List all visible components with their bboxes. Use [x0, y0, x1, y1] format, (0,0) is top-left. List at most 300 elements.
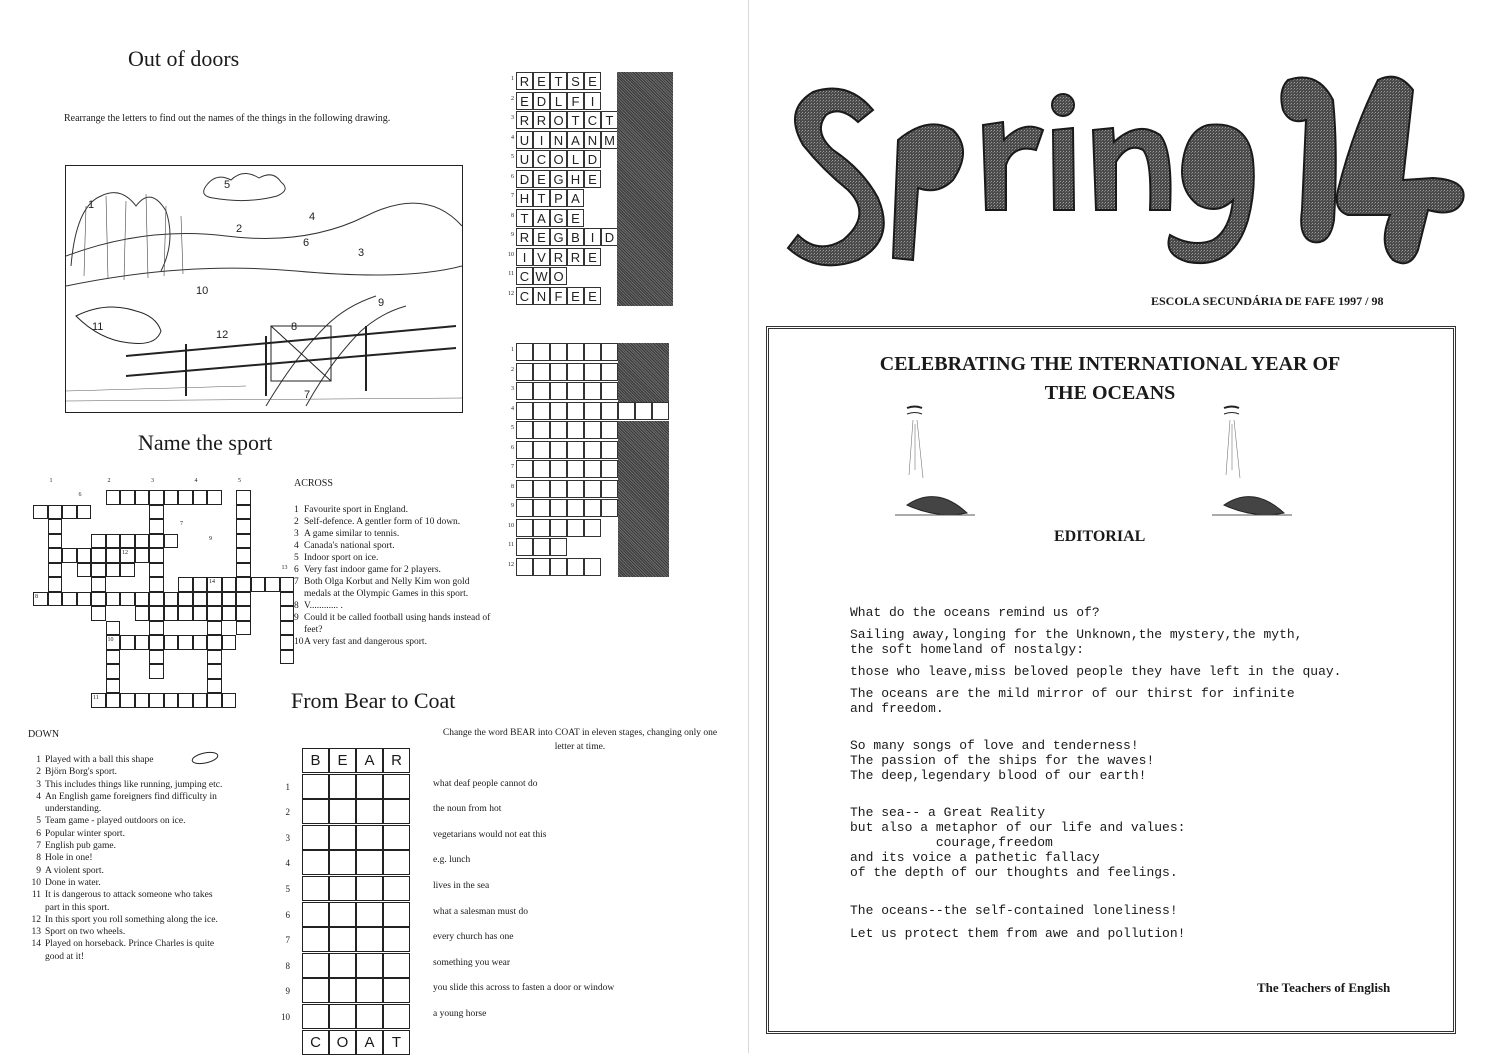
word-grid-cell: G [550, 228, 567, 246]
crossword-cell [222, 635, 237, 650]
crossword-cell [280, 577, 295, 592]
crossword-cell [236, 606, 251, 621]
clue-item [28, 840, 228, 852]
word-grid-shaded-area [617, 72, 673, 306]
crossword-cell [48, 592, 63, 607]
crossword-cell [149, 519, 164, 534]
clue-text: Very fast indoor game for 2 players. [304, 565, 441, 575]
answer-grid-cell [533, 441, 550, 459]
ladder-cell [383, 902, 410, 927]
ladder-cell [302, 1004, 329, 1029]
crossword-cell [106, 534, 121, 549]
answer-grid-cell [533, 382, 550, 400]
clue-item [28, 815, 228, 827]
crossword-cell [207, 664, 222, 679]
clue-text: English pub game. [45, 841, 116, 852]
crossword-cell [135, 606, 150, 621]
crossword-number: 10 [107, 637, 114, 643]
word-grid-number: 9 [511, 232, 514, 238]
crossword-cell [236, 534, 251, 549]
word-grid-cell: U [516, 131, 533, 149]
editorial-line: and its voice a pathetic fallacy [850, 850, 1100, 865]
answer-grid-number: 11 [508, 542, 514, 548]
drawing-label-3: 3 [358, 247, 365, 259]
editorial-line: those who leave,miss beloved people they have left in the quay. [850, 664, 1342, 679]
word-grid-cell: H [516, 189, 533, 207]
word-grid-cell: E [567, 287, 584, 305]
answer-grid-cell [533, 460, 550, 478]
word-grid-number: 3 [511, 115, 514, 121]
ladder-cell [302, 978, 329, 1003]
answer-grid-cell [516, 382, 533, 400]
clue-number: 14 [31, 939, 41, 950]
word-grid-cell: H [567, 170, 584, 188]
crossword-number: 8 [35, 593, 38, 600]
answer-grid-cell [601, 421, 618, 439]
clue-text: A very fast and dangerous sport. [304, 637, 427, 647]
answer-grid-cell [584, 441, 601, 459]
crossword-cell [164, 534, 179, 549]
clue-number: 13 [31, 927, 41, 938]
crossword-cell [149, 650, 164, 665]
ladder-step-number: 1 [285, 781, 290, 792]
ladder-step-number: 4 [285, 858, 290, 869]
clue-item [28, 889, 228, 914]
crossword-cell [149, 534, 164, 549]
clue-item [294, 552, 494, 564]
crossword-cell [120, 635, 135, 650]
answer-grid-cell [584, 519, 601, 537]
answer-grid-shaded-area [618, 343, 669, 402]
answer-grid-cell [550, 402, 567, 420]
answer-grid-cell [652, 402, 669, 420]
ladder-step-number: 6 [285, 909, 290, 920]
word-grid-number: 1 [511, 76, 514, 82]
word-grid-cell: G [550, 170, 567, 188]
clue-number: 7 [294, 577, 299, 587]
ladder-cell [329, 1004, 356, 1029]
word-grid-cell: R [516, 72, 533, 90]
clue-text: Played on horseback. Prince Charles is quite good at it! [45, 939, 215, 962]
word-grid-cell: R [516, 228, 533, 246]
answer-grid-shaded-area [618, 421, 669, 577]
crossword-cell [178, 490, 193, 505]
crossword-cell [193, 592, 208, 607]
word-grid-cell: C [533, 150, 550, 168]
ladder-cell [329, 825, 356, 850]
ladder-cell [329, 799, 356, 824]
editorial-line: The oceans--the self-contained loneliness! [850, 903, 1178, 918]
word-grid-cell: R [533, 111, 550, 129]
crossword-cell [222, 693, 237, 708]
answer-grid-cell [601, 499, 618, 517]
rugby-ball-icon [190, 751, 220, 770]
crossword-cell [149, 693, 164, 708]
ladder-cell [356, 1004, 383, 1029]
ladder-cell [302, 953, 329, 978]
ladder-cell [302, 774, 329, 799]
clue-item [294, 504, 494, 516]
crossword-cell [193, 606, 208, 621]
clue-text: Indoor sport on ice. [304, 553, 379, 563]
answer-grid-cell [601, 382, 618, 400]
ladder-cell: T [383, 1030, 410, 1055]
ladder-clue: what deaf people cannot do [433, 778, 538, 789]
clue-text: Canada's national sport. [304, 541, 395, 551]
name-the-sport-title: Name the sport [138, 430, 273, 455]
crossword-cell [207, 693, 222, 708]
editorial-line: The deep,legendary blood of our earth! [850, 768, 1147, 783]
ladder-cell [356, 799, 383, 824]
answer-grid-number: 8 [511, 483, 514, 490]
editorial-line: The oceans are the mild mirror of our thirst for infinite [850, 686, 1295, 701]
crossword-cell [48, 534, 63, 549]
signature: The Teachers of English [1257, 980, 1391, 995]
ladder-cell [383, 774, 410, 799]
ladder-cell [356, 774, 383, 799]
crossword-cell [91, 606, 106, 621]
word-grid-cell: O [550, 150, 567, 168]
crossword-cell [120, 534, 135, 549]
drawing-label-11: 11 [92, 321, 104, 333]
answer-grid-cell [533, 363, 550, 381]
answer-grid-cell [550, 538, 567, 556]
crossword-number: 4 [194, 477, 198, 484]
word-grid-cell: P [550, 189, 567, 207]
word-grid-number: 11 [508, 271, 514, 277]
answer-grid-cell [533, 538, 550, 556]
answer-grid-cell [516, 519, 533, 537]
clue-number: 6 [294, 565, 299, 575]
ladder-cell [356, 953, 383, 978]
crossword-cell [207, 606, 222, 621]
crossword-cell [178, 592, 193, 607]
crossword-number: 7 [180, 521, 183, 527]
clue-number: 8 [36, 853, 41, 864]
word-grid-cell: N [533, 287, 550, 305]
crossword-number: 9 [209, 535, 212, 542]
crossword-cell [135, 592, 150, 607]
crossword-cell [178, 577, 193, 592]
word-grid-cell: R [550, 248, 567, 266]
answer-grid-cell [618, 402, 635, 420]
answer-grid-cell [584, 499, 601, 517]
crossword-cell [164, 693, 179, 708]
word-grid-cell: B [567, 228, 584, 246]
crossword-cell [236, 505, 251, 520]
word-grid-cell: A [567, 189, 584, 207]
answer-grid-cell [601, 343, 618, 361]
clue-item [28, 828, 228, 840]
ladder-cell [329, 927, 356, 952]
countryside-drawing [65, 165, 463, 413]
answer-grid-cell [584, 558, 601, 576]
answer-grid-cell [584, 382, 601, 400]
ladder-cell [302, 902, 329, 927]
bear-to-coat-title: From Bear to Coat [291, 688, 456, 713]
crossword-cell [149, 606, 164, 621]
crossword-number: 6 [78, 492, 82, 498]
editorial-line: and freedom. [850, 701, 944, 716]
answer-grid-cell [533, 499, 550, 517]
crossword-cell [251, 577, 266, 592]
ladder-cell: A [356, 748, 383, 773]
crossword-cell [149, 577, 164, 592]
crossword-cell [77, 592, 92, 607]
clue-number: 4 [294, 541, 299, 551]
ladder-step-number: 3 [285, 832, 290, 843]
crossword-cell [48, 505, 63, 520]
word-grid-number: 10 [508, 251, 514, 258]
out-of-doors-instructions: Rearrange the letters to find out the names of the things in the following drawing. [64, 113, 391, 124]
drawing-label-1: 1 [88, 199, 95, 211]
crossword-cell [236, 519, 251, 534]
word-grid-cell: E [584, 287, 601, 305]
answer-grid-cell [550, 343, 567, 361]
crossword-cell [207, 679, 222, 694]
answer-grid-cell [516, 441, 533, 459]
answer-grid-cell [567, 519, 584, 537]
crossword-cell [106, 664, 121, 679]
word-grid-cell: T [567, 111, 584, 129]
drawing-label-5: 5 [224, 179, 231, 191]
word-grid-cell: G [550, 209, 567, 227]
clue-text: A game similar to tennis. [304, 529, 400, 539]
crossword-cell [91, 577, 106, 592]
crossword-cell [193, 577, 208, 592]
drawing-label-6: 6 [303, 237, 310, 249]
crossword-number: 12 [122, 550, 128, 556]
crossword-cell [149, 490, 164, 505]
answer-grid-cell [533, 519, 550, 537]
crossword-cell [106, 693, 121, 708]
editorial-line: The passion of the ships for the waves! [850, 753, 1155, 768]
crossword-number: 1 [49, 477, 53, 484]
word-grid-cell: T [533, 189, 550, 207]
ladder-cell [302, 876, 329, 901]
word-grid-cell: D [601, 228, 618, 246]
answer-grid-cell [567, 343, 584, 361]
crossword-cell [149, 635, 164, 650]
answer-grid-cell [533, 402, 550, 420]
crossword-cell [62, 592, 77, 607]
answer-grid-cell [533, 343, 550, 361]
clue-text: In this sport you roll something along the ice. [45, 914, 218, 925]
ladder-cell [383, 927, 410, 952]
clue-text: It is dangerous to attack someone who takes part in this sport. [45, 890, 213, 913]
clue-item [28, 852, 228, 864]
editorial-line: What do the oceans remind us of? [850, 605, 1100, 620]
crossword-cell [236, 577, 251, 592]
clue-item [294, 600, 494, 612]
crossword-cell [48, 577, 63, 592]
crossword-cell [193, 635, 208, 650]
editorial-line: of the depth of our thoughts and feelings. [850, 865, 1178, 880]
clue-item [294, 528, 494, 540]
word-grid-cell: M [601, 131, 618, 149]
crossword-cell [280, 635, 295, 650]
word-grid-number: 12 [508, 290, 514, 297]
crossword-cell [222, 592, 237, 607]
crossword-cell [106, 548, 121, 563]
crossword-cell [135, 534, 150, 549]
ladder-cell: B [302, 748, 329, 773]
word-grid-cell: D [584, 150, 601, 168]
clue-item [294, 636, 494, 648]
crossword-cell [178, 606, 193, 621]
answer-grid-number: 2 [511, 366, 514, 373]
answer-grid-cell [516, 363, 533, 381]
ladder-cell: R [383, 748, 410, 773]
crossword-cell [120, 693, 135, 708]
crossword-cell [222, 577, 237, 592]
drawing-label-12: 12 [216, 329, 229, 341]
crossword-cell [62, 505, 77, 520]
down-title: DOWN [28, 729, 60, 740]
ladder-step-number: 5 [285, 884, 290, 894]
out-of-doors-title: Out of doors [128, 46, 240, 71]
crossword-cell [106, 621, 121, 636]
word-grid-number: 6 [511, 173, 514, 180]
word-grid-cell: E [584, 170, 601, 188]
ladder-cell [383, 1004, 410, 1029]
answer-grid-number: 4 [511, 405, 514, 412]
answer-grid-number: 5 [511, 425, 514, 431]
word-grid-cell: E [533, 170, 550, 188]
ladder-clue: the noun from hot [433, 804, 502, 815]
word-grid-number: 7 [511, 193, 514, 199]
crossword-cell [236, 548, 251, 563]
word-grid-cell: D [516, 170, 533, 188]
ladder-clue: something you wear [433, 957, 511, 968]
crossword-number: 3 [151, 477, 154, 484]
word-grid-cell: N [550, 131, 567, 149]
clue-item [28, 877, 228, 889]
ladder-cell [329, 876, 356, 901]
answer-grid-cell [516, 421, 533, 439]
answer-grid-cell [601, 460, 618, 478]
crossword-number: 11 [93, 695, 99, 701]
answer-grid-cell [516, 480, 533, 498]
word-grid-cell: I [584, 92, 601, 110]
clue-text: Both Olga Korbut and Nelly Kim won gold medals at the Olympic Games in this sport. [304, 577, 470, 599]
word-grid-cell: F [550, 287, 567, 305]
bear-to-coat-instructions: Change the word BEAR into COAT in eleven stages, changing only one letter at time. [442, 728, 718, 752]
crossword-cell [164, 592, 179, 607]
clue-number: 10 [294, 637, 304, 647]
word-grid-cell: V [533, 248, 550, 266]
answer-grid-cell [567, 402, 584, 420]
crossword-number: 13 [281, 564, 288, 571]
ladder-cell [356, 978, 383, 1003]
crossword-cell [207, 635, 222, 650]
ladder-cell [329, 953, 356, 978]
answer-grid-cell [635, 402, 652, 420]
clue-text: A violent sport. [45, 865, 104, 876]
clue-item [294, 612, 494, 636]
ladder-cell [329, 774, 356, 799]
clue-number: 7 [36, 841, 41, 852]
word-grid-cell: N [584, 131, 601, 149]
clue-text: Favourite sport in England. [304, 505, 408, 515]
crossword-cell [48, 548, 63, 563]
right-lighthouse-icon [1212, 400, 1292, 530]
clue-text: Sport on two wheels. [45, 927, 126, 938]
crossword-cell [77, 548, 92, 563]
clue-text: This includes things like running, jumping etc. [45, 779, 223, 790]
crossword-cell [164, 606, 179, 621]
answer-grid-number: 12 [508, 561, 514, 568]
crossword-cell [207, 621, 222, 636]
word-grid-number: 2 [511, 95, 514, 102]
crossword-number: 14 [209, 579, 215, 585]
crossword-cell [178, 635, 193, 650]
clue-number: 10 [31, 877, 41, 888]
answer-grid-cell [550, 460, 567, 478]
clue-item [28, 926, 228, 938]
clue-number: 2 [294, 517, 299, 527]
word-grid-cell: A [567, 131, 584, 149]
answer-grid-cell [550, 519, 567, 537]
spring-14-logo [778, 70, 1468, 280]
drawing-label-10: 10 [196, 285, 209, 297]
word-grid-cell: R [516, 111, 533, 129]
clue-text: Self-defence. A gentler form of 10 down. [304, 517, 461, 527]
ladder-cell [383, 876, 410, 901]
clue-item [28, 865, 228, 877]
word-grid-cell: C [584, 111, 601, 129]
crossword-cell [106, 679, 121, 694]
ladder-cell: A [356, 1030, 383, 1055]
drawing-label-8: 8 [291, 321, 298, 333]
crossword-cell [265, 577, 280, 592]
answer-grid-cell [584, 363, 601, 381]
crossword-cell [77, 563, 92, 578]
word-grid-cell: C [516, 267, 533, 285]
drawing-label-9: 9 [378, 297, 385, 309]
crossword-cell [207, 592, 222, 607]
answer-grid-number: 10 [508, 522, 514, 529]
word-grid-cell: A [533, 209, 550, 227]
crossword-cell [164, 490, 179, 505]
crossword-cell [236, 621, 251, 636]
ladder-step-number: 7 [285, 935, 290, 946]
word-grid-cell: I [584, 228, 601, 246]
word-grid-cell: E [533, 228, 550, 246]
answer-grid-cell [567, 363, 584, 381]
answer-grid-cell [550, 421, 567, 439]
word-grid-cell: L [550, 92, 567, 110]
ladder-cell: O [329, 1030, 356, 1055]
clue-item [294, 576, 494, 600]
crossword-cell [193, 693, 208, 708]
ladder-cell [302, 927, 329, 952]
answer-grid-cell [601, 402, 618, 420]
crossword-cell [106, 490, 121, 505]
ladder-cell [356, 825, 383, 850]
answer-grid-cell [584, 343, 601, 361]
crossword-cell [135, 693, 150, 708]
word-grid-cell: O [550, 111, 567, 129]
clue-text: Björn Borg's sport. [45, 767, 118, 778]
answer-grid-cell [550, 480, 567, 498]
ladder-step-number: 10 [281, 1012, 290, 1022]
crossword-cell [77, 505, 92, 520]
clue-item [28, 779, 228, 791]
answer-grid-cell [550, 363, 567, 381]
word-grid-cell: I [516, 248, 533, 266]
ladder-cell: E [329, 748, 356, 773]
